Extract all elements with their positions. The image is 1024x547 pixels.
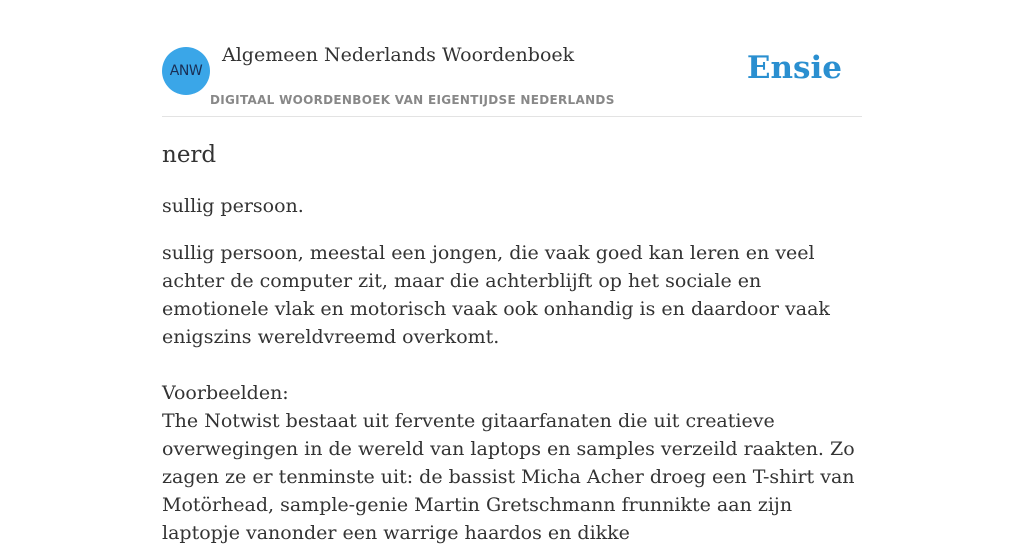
site-title[interactable]: Algemeen Nederlands Woordenboek — [222, 44, 575, 66]
site-header — [162, 0, 862, 117]
example-text: The Notwist bestaat uit fervente gitaarfanaten die uit creatieve overwegingen in de wereld van laptops en samples verzeild raakten. Zo zagen ze er tenminste uit: de bassist Micha Acher droeg een T-shirt van Motörhead, sample-genie Martin Gretschmann frunnikte aan zijn laptopje vanonder een warrige haardos en dikke — [162, 410, 855, 544]
short-definition: sullig persoon. — [162, 195, 304, 217]
entry-word: nerd — [162, 142, 217, 168]
site-subtitle: DIGITAAL WOORDENBOEK VAN EIGENTIJDSE NEDERLANDS — [210, 93, 615, 107]
entry-content — [162, 138, 862, 547]
long-definition: sullig persoon, meestal een jongen, die vaak goed kan leren en veel achter de computer zit, maar die achterblijft op het sociale en emotionele vlak en motorisch vaak ook onhandig is en daardoor vaak enigszins wereldvreemd overkomt. — [162, 242, 830, 348]
anw-logo[interactable]: ANW — [162, 47, 210, 95]
ensie-brand-link[interactable]: Ensie — [746, 50, 842, 86]
examples-label: Voorbeelden: — [162, 382, 289, 404]
